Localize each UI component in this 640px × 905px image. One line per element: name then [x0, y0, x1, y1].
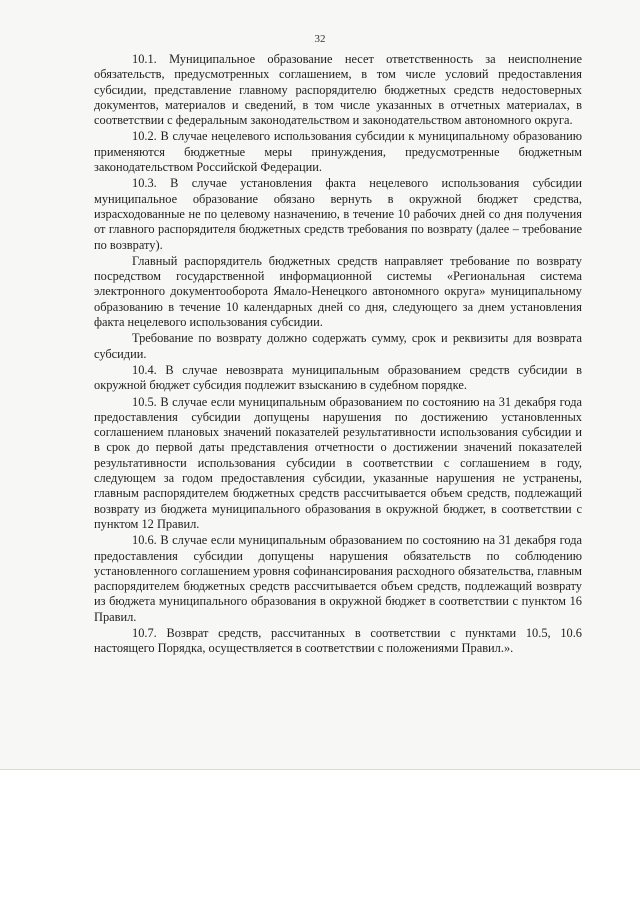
paragraph-10-5: 10.5. В случае если муниципальным образованием по состоянию на 31 декабря года предоставления субсидии допущены нарушения по достижению установленных соглашением плановых значений показателей результативности использования субсидии и в срок до первой даты представления отчетности о достижении значений показателей результативности использования субсидии в соответствии с соглашением в году, следующем за годом предоставления субсидии, указанные нарушения не устранены, главным распорядителем бюджетных средств рассчитывается объем средств, подлежащий возврату из бюджета муниципального образования в окружной бюджет, в соответствии с пунктом 12 Правил.	[94, 394, 582, 531]
document-body	[94, 52, 582, 658]
paragraph-10-7: 10.7. Возврат средств, рассчитанных в соответствии с пунктами 10.5, 10.6 настоящего Порядка, осуществляется в соответствии с положениями Правил.».	[94, 625, 582, 656]
blank-margin	[0, 770, 640, 905]
paragraph-10-1: 10.1. Муниципальное образование несет ответственность за неисполнение обязательств, предусмотренных соглашением, в том числе условий предоставления субсидии, представление главному распорядителю бюджетных средств недостоверных документов, материалов и сведений, в том числе указанных в отчетных материалах, в соответствии с федеральным законодательством и законодательством автономного округа.	[94, 52, 582, 128]
paragraph-10-2: 10.2. В случае нецелевого использования субсидии к муниципальному образованию применяются бюджетные меры принуждения, предусмотренные бюджетным законодательством Российской Федерации.	[94, 129, 582, 175]
paragraph-10-3-notice: Главный распорядитель бюджетных средств направляет требование по возврату посредством государственной информационной системы «Региональная система электронного документооборота Ямало-Ненецкого автономного округа» муниципальному образованию в течение 10 календарных дней со дня, следующего за днем установления факта нецелевого использования субсидии.	[94, 253, 582, 330]
paragraph-10-6: 10.6. В случае если муниципальным образованием по состоянию на 31 декабря года предоставления субсидии допущены нарушения обязательств по соблюдению установленного соглашением уровня софинансирования расходного обязательства, главным распорядителем бюджетных средств рассчитывается объем средств, подлежащий возврату из бюджета муниципального образования в окружной бюджет в соответствии с пунктом 16 Правил.	[94, 533, 582, 624]
paragraph-10-3-requirement: Требование по возврату должно содержать сумму, срок и реквизиты для возврата субсидии.	[94, 331, 582, 361]
paragraph-10-4: 10.4. В случае невозврата муниципальным образованием средств субсидии в окружной бюджет субсидия подлежит взысканию в судебном порядке.	[94, 362, 582, 393]
page-number: 32	[314, 33, 326, 45]
paragraph-10-3: 10.3. В случае установления факта нецелевого использования субсидии муниципальное образование обязано вернуть в окружной бюджет средства, израсходованные не по целевому назначению, в течение 10 рабочих дней со дня получения от главного распорядителя бюджетных средств требования по возврату (далее – требование по возврату).	[94, 176, 582, 252]
